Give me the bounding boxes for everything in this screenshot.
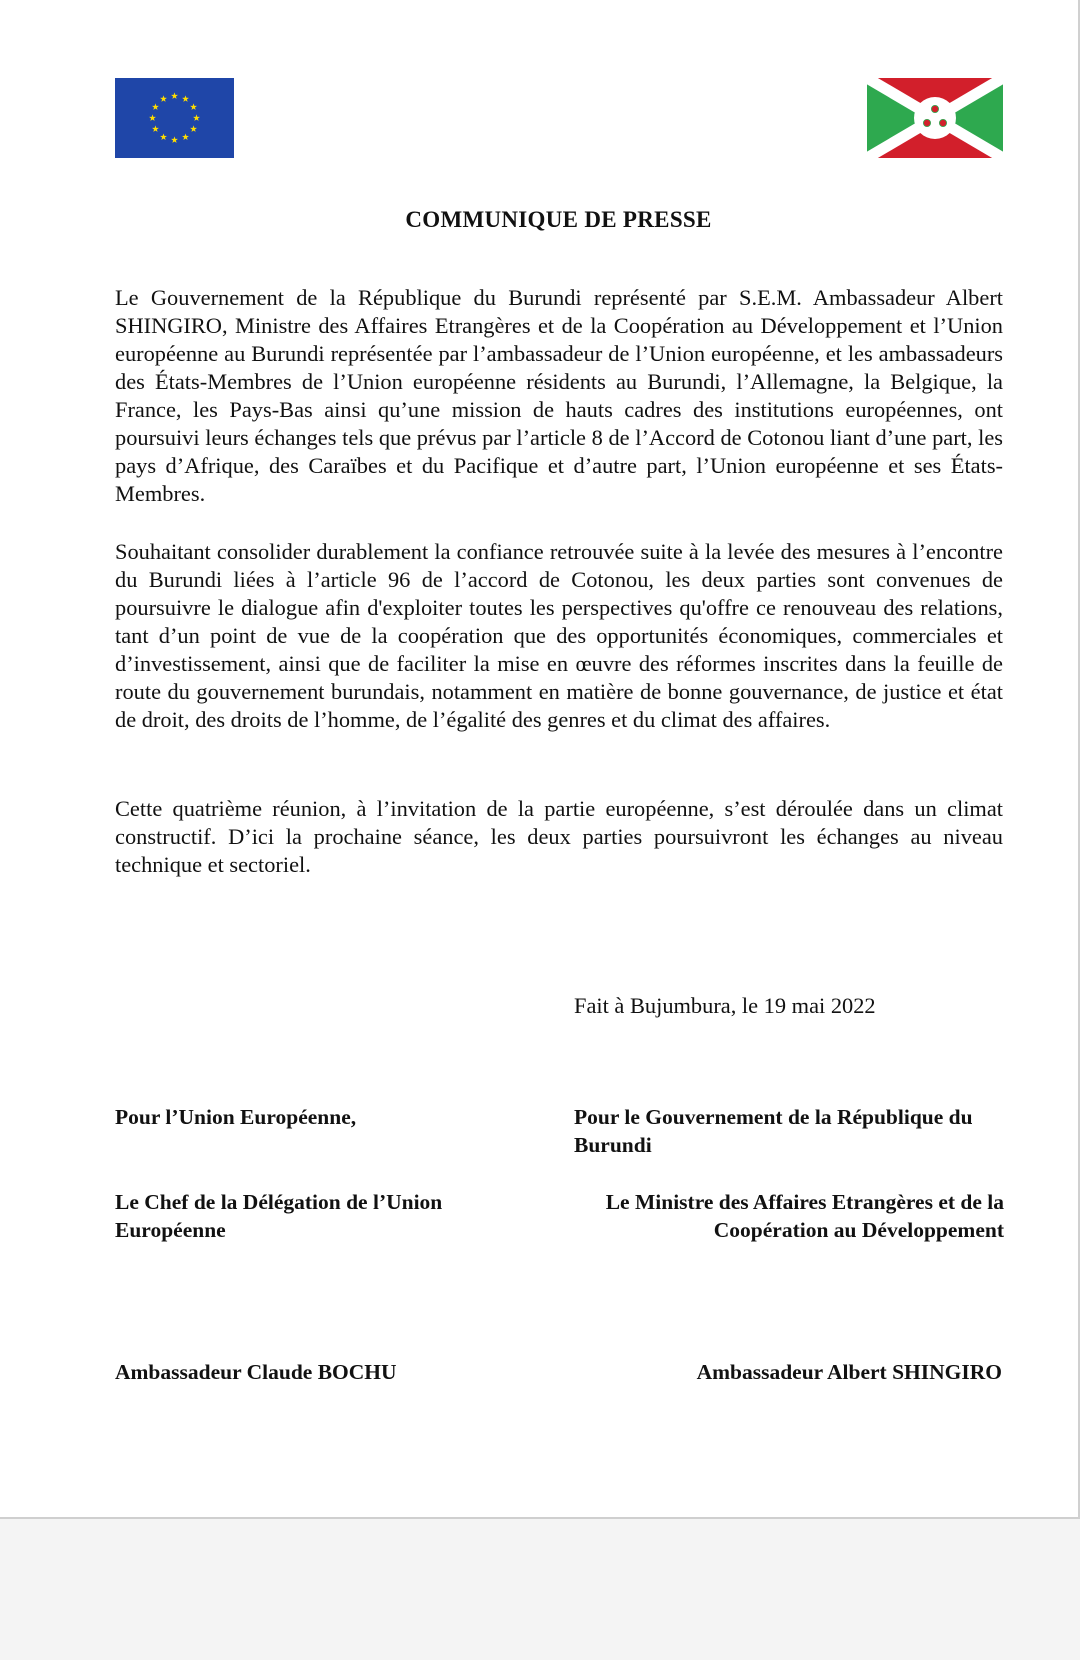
paragraph-intro: Le Gouvernement de la République du Burundi représenté par S.E.M. Ambassadeur Albert SHINGIRO, Ministre des Affaires Etrangères et de la Coopération au Développement et l’Union européenne au Burundi représentée par l’ambassadeur de l’Union européenne, et les ambassadeurs des États-Membres de l’Union européenne résidents au Burundi, l’Allemagne, la Belgique, la France, les Pays-Bas ainsi qu’une mission de hauts cadres des institutions européennes, ont poursuivi leurs échanges tels que prévus par l’article 8 de l’Accord de Cotonou liant d’une part, les pays d’Afrique, des Caraïbes et du Pacifique et d’autre part, l’Union européenne et ses États-Membres. bbox=[115, 285, 1003, 506]
eu-signatory-for: Pour l’Union Européenne, bbox=[115, 1105, 357, 1129]
burundi-flag-icon bbox=[867, 78, 1003, 158]
paragraph-dialogue: Souhaitant consolider durablement la confiance retrouvée suite à la levée des mesures à l’encontre du Burundi liées à l’article 96 de l’accord de Cotonou, les deux parties sont convenues de poursuivre le dialogue afin d'exploiter toutes les perspectives qu'offre ce renouveau des relations, tant d’un point de vue de la coopération que des opportunités économiques, commerciales et d’investissement, ainsi que de faciliter la mise en œuvre des réformes inscrites dans la feuille de route du gouvernement burundais, notamment en matière de bonne gouvernance, de justice et état de droit, des droits de l’homme, de l’égalité des genres et du climat des affaires. bbox=[115, 539, 1003, 732]
burundi-signatory-for: Pour le Gouvernement de la République du Burundi bbox=[574, 1105, 973, 1157]
burundi-signatory-name: Ambassadeur Albert SHINGIRO bbox=[696, 1360, 1002, 1384]
eu-flag-icon bbox=[115, 78, 234, 158]
page-title: COMMUNIQUE DE PRESSE bbox=[405, 207, 712, 232]
eu-signatory-name: Ambassadeur Claude BOCHU bbox=[115, 1360, 397, 1384]
paragraph-meeting: Cette quatrième réunion, à l’invitation de la partie européenne, s’est déroulée dans un climat constructif. D’ici la prochaine séance, les deux parties poursuivront les échanges au niveau technique et sectoriel. bbox=[115, 796, 1003, 877]
date-line: Fait à Bujumbura, le 19 mai 2022 bbox=[574, 993, 876, 1018]
burundi-signatory-role: Le Ministre des Affaires Etrangères et de la Coopération au Développement bbox=[605, 1190, 1004, 1242]
eu-signatory-role: Le Chef de la Délégation de l’Union Européenne bbox=[115, 1190, 443, 1242]
